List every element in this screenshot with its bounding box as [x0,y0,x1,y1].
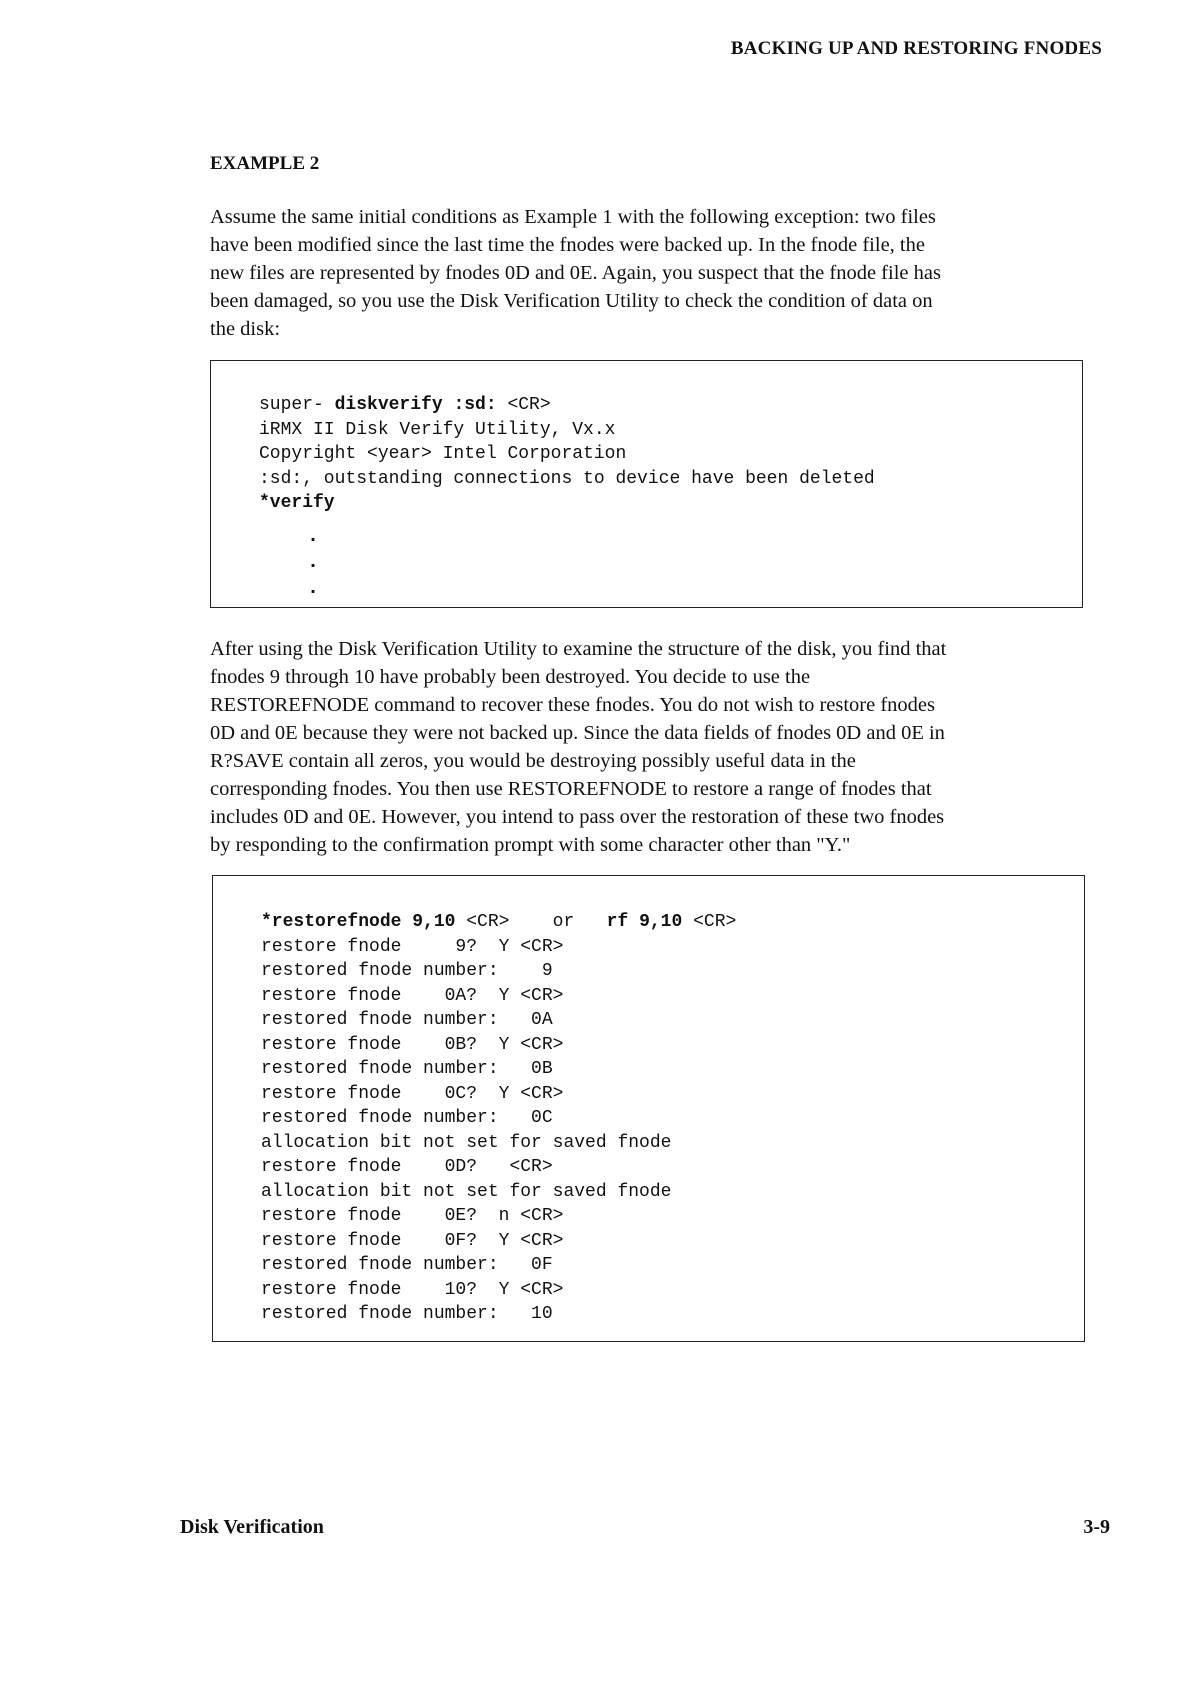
explanation-line: After using the Disk Verification Utility to examine the structure of the disk, you find that [210,638,947,660]
command-text: diskverify :sd: [334,395,508,415]
terminal-session-diskverify [210,360,1083,608]
explanation-line: R?SAVE contain all zeros, you would be destroying possibly useful data in the [210,750,856,772]
command-text: rf 9,10 [606,912,694,932]
section-heading: EXAMPLE 2 [210,153,320,174]
terminal-line: restore fnode 0C? Y <CR> [261,1083,564,1104]
explanation-line: fnodes 9 through 10 have probably been destroyed. You decide to use the [210,666,811,688]
terminal-line: restore fnode 0F? Y <CR> [261,1230,564,1251]
line-text: <CR> [507,395,551,415]
continuation-dot: . [307,577,320,600]
terminal-line: restored fnode number: 0B [261,1059,553,1079]
line-text: iRMX II Disk Verify Utility, Vx.x [259,419,616,440]
terminal-line: restore fnode 0B? Y <CR> [261,1034,564,1055]
continuation-dot: . [307,525,320,548]
running-head-title: BACKING UP AND RESTORING FNODES [730,38,1102,59]
terminal-line [259,418,875,443]
continuation-dots [307,524,319,602]
explanation-line: includes 0D and 0E. However, you intend to pass over the restoration of these two fnodes [210,806,945,828]
terminal-line [259,467,875,492]
line-text: <CR> [693,912,737,932]
line-text: :sd:, outstanding connections to device have been deleted [259,468,875,489]
terminal-line: restored fnode number: 0F [261,1255,553,1275]
terminal-session-restorefnode [212,875,1085,1342]
line-text: super- [259,395,335,415]
intro-paragraph [210,203,1080,343]
explanation-paragraph [210,635,1080,859]
terminal-line: restored fnode number: 9 [261,961,553,981]
terminal-line: restore fnode 0A? Y <CR> [261,985,564,1006]
command-text: *verify [259,493,335,513]
explanation-line: corresponding fnodes. You then use RESTOREFNODE to restore a range of fnodes that [210,778,932,800]
terminal-line: restore fnode 0E? n <CR> [261,1206,564,1226]
terminal-lines [261,910,736,1327]
continuation-dot: . [307,551,320,574]
terminal-lines [259,393,875,516]
terminal-line [261,910,736,935]
terminal-line: restore fnode 9? Y <CR> [261,936,564,957]
terminal-line: restore fnode 0D? <CR> [261,1157,553,1177]
terminal-line: allocation bit not set for saved fnode [261,1181,672,1202]
footer-chapter-title: Disk Verification [180,1516,324,1538]
intro-line: new files are represented by fnodes 0D and 0E. Again, you suspect that the fnode file has [210,262,941,284]
terminal-line: restored fnode number: 10 [261,1304,553,1324]
command-text: *restorefnode 9,10 [261,912,467,932]
intro-line: been damaged, so you use the Disk Verification Utility to check the condition of data on [210,290,933,312]
terminal-line [259,442,875,467]
explanation-line: by responding to the confirmation prompt with some character other than "Y." [210,834,851,856]
terminal-line: restored fnode number: 0A [261,1010,553,1030]
explanation-line: RESTOREFNODE command to recover these fnodes. You do not wish to restore fnodes [210,694,936,716]
intro-line: Assume the same initial conditions as Example 1 with the following exception: two files [210,206,936,228]
terminal-line [259,491,875,516]
footer-page-number: 3-9 [1083,1516,1110,1538]
line-text: Copyright <year> Intel Corporation [259,444,627,464]
terminal-line [259,393,875,418]
intro-line: have been modified since the last time the fnodes were backed up. In the fnode file, the [210,234,925,256]
terminal-line: restored fnode number: 0C [261,1108,553,1128]
terminal-line: allocation bit not set for saved fnode [261,1132,672,1153]
terminal-line: restore fnode 10? Y <CR> [261,1279,564,1300]
explanation-line: 0D and 0E because they were not backed up. Since the data fields of fnodes 0D and 0E in [210,722,945,744]
line-text: <CR> or [466,912,607,932]
intro-line: the disk: [210,318,281,340]
